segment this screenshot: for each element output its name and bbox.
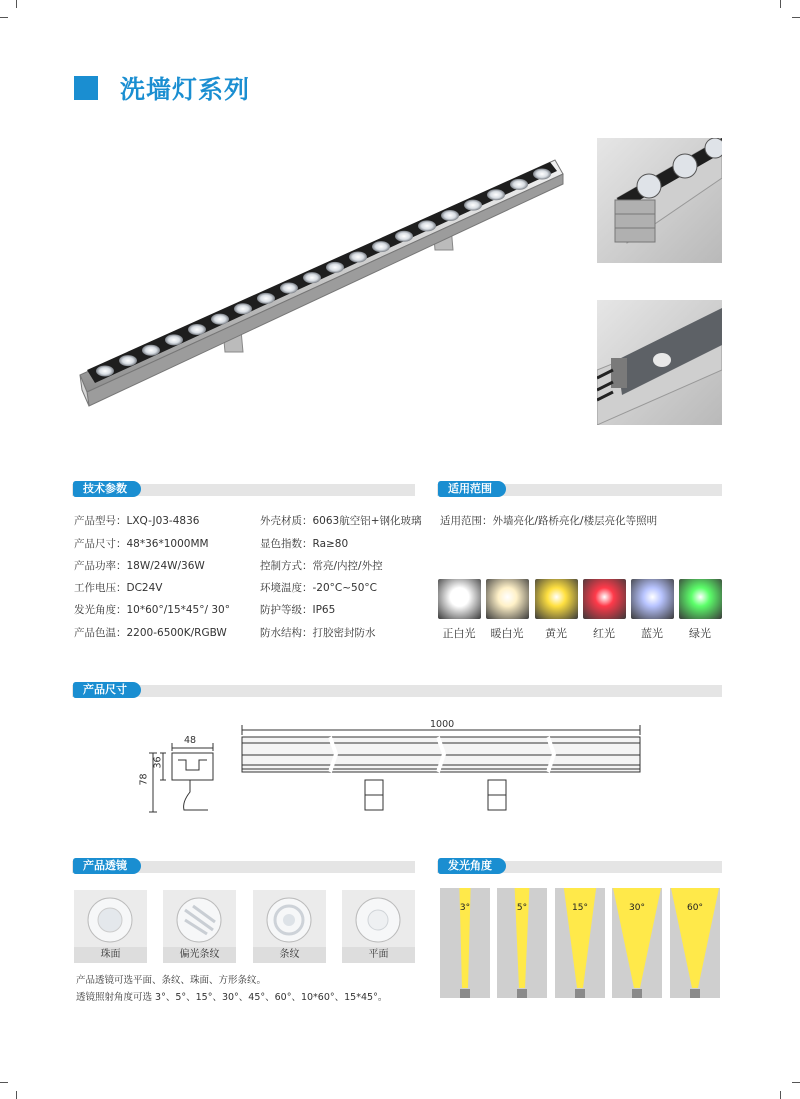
section-divider bbox=[72, 685, 722, 697]
spec-item: 控制方式：常亮/内控/外控 bbox=[260, 560, 383, 572]
lens-label: 条纹 bbox=[253, 947, 326, 963]
led-icon bbox=[487, 189, 505, 200]
lens-note: 产品透镜可选平面、条纹、珠面、方形条纹。 bbox=[76, 975, 267, 986]
led-icon bbox=[441, 210, 459, 221]
led-icon bbox=[96, 366, 114, 377]
spec-item: 防护等级：IP65 bbox=[260, 604, 336, 616]
color-label: 暖白光 bbox=[490, 627, 524, 640]
lens-note: 透镜照射角度可选 3°、5°、15°、30°、45°、60°、10*60°、15*45°。 bbox=[76, 992, 388, 1003]
led-icon bbox=[303, 272, 321, 283]
title-square-icon bbox=[74, 76, 98, 100]
spec-item: 产品色温：2200-6500K/RGBW bbox=[74, 627, 227, 639]
lens-label: 偏光条纹 bbox=[163, 947, 236, 963]
crop-mark bbox=[0, 17, 8, 18]
led-icon bbox=[418, 220, 436, 231]
lens-label: 平面 bbox=[342, 947, 415, 963]
section-header-size: 产品尺寸 bbox=[73, 682, 141, 698]
led-icon bbox=[211, 314, 229, 325]
dimension-width: 48 bbox=[184, 735, 197, 746]
led-icon bbox=[326, 262, 344, 273]
spec-item: 产品功率：18W/24W/36W bbox=[74, 560, 205, 572]
color-swatch-white bbox=[438, 579, 481, 619]
crop-mark bbox=[16, 1091, 17, 1099]
crop-mark bbox=[780, 0, 781, 8]
led-icon bbox=[395, 231, 413, 242]
scope-text: 适用范围：外墙亮化/路桥亮化/楼层亮化等照明 bbox=[440, 515, 658, 527]
dimension-drawing bbox=[140, 715, 650, 825]
spec-item: 外壳材质：6063航空铝+钢化玻璃 bbox=[260, 515, 422, 527]
color-swatch-green bbox=[679, 579, 722, 619]
led-icon bbox=[349, 251, 367, 262]
color-label: 正白光 bbox=[442, 627, 476, 640]
color-label: 黄光 bbox=[545, 627, 567, 640]
led-icon bbox=[142, 345, 160, 356]
dimension-height-inner: 36 bbox=[152, 756, 164, 769]
section-header-lens: 产品透镜 bbox=[73, 858, 141, 874]
wall-washer-product-image bbox=[75, 140, 570, 420]
product-detail-photo-cable bbox=[597, 300, 722, 425]
color-swatch-warm-white bbox=[486, 579, 529, 619]
color-swatch-yellow bbox=[535, 579, 578, 619]
section-header-tech: 技术参数 bbox=[73, 481, 141, 497]
crop-mark bbox=[0, 1082, 8, 1083]
dimension-height-total: 78 bbox=[138, 773, 150, 786]
led-icon bbox=[372, 241, 390, 252]
led-icon bbox=[234, 303, 252, 314]
spec-item: 产品型号：LXQ-J03-4836 bbox=[74, 515, 200, 527]
lens-label: 珠面 bbox=[74, 947, 147, 963]
led-icon bbox=[165, 334, 183, 345]
crop-mark bbox=[792, 17, 800, 18]
led-icon bbox=[119, 355, 137, 366]
led-icon bbox=[464, 200, 482, 211]
led-icon bbox=[280, 283, 298, 294]
led-icon bbox=[533, 169, 551, 180]
spec-item: 显色指数：Ra≥80 bbox=[260, 538, 349, 550]
color-label: 绿光 bbox=[689, 627, 711, 640]
led-icon bbox=[510, 179, 528, 190]
color-label: 蓝光 bbox=[641, 627, 663, 640]
color-swatch-red bbox=[583, 579, 626, 619]
crop-mark bbox=[780, 1091, 781, 1099]
section-header-angle: 发光角度 bbox=[438, 858, 506, 874]
beam-angle-label: 60° bbox=[687, 903, 703, 913]
spec-item: 环境温度：-20°C~50°C bbox=[260, 582, 377, 594]
beam-angle-label: 5° bbox=[516, 903, 528, 913]
beam-angle-label: 15° bbox=[572, 903, 588, 913]
color-swatch-blue bbox=[631, 579, 674, 619]
section-header-scope: 适用范围 bbox=[438, 481, 506, 497]
led-icon bbox=[188, 324, 206, 335]
spec-item: 产品尺寸：48*36*1000MM bbox=[74, 538, 209, 550]
page-title: 洗墙灯系列 bbox=[120, 75, 251, 104]
crop-mark bbox=[16, 0, 17, 8]
spec-item: 工作电压：DC24V bbox=[74, 582, 163, 594]
crop-mark bbox=[792, 1082, 800, 1083]
led-icon bbox=[257, 293, 275, 304]
spec-item: 防水结构：打胶密封防水 bbox=[260, 627, 376, 639]
spec-item: 发光角度：10*60°/15*45°/ 30° bbox=[74, 604, 230, 616]
product-detail-photo-end bbox=[597, 138, 722, 263]
beam-angle-label: 3° bbox=[459, 903, 471, 913]
beam-angle-label: 30° bbox=[629, 903, 645, 913]
dimension-length: 1000 bbox=[430, 719, 455, 730]
color-label: 红光 bbox=[593, 627, 615, 640]
